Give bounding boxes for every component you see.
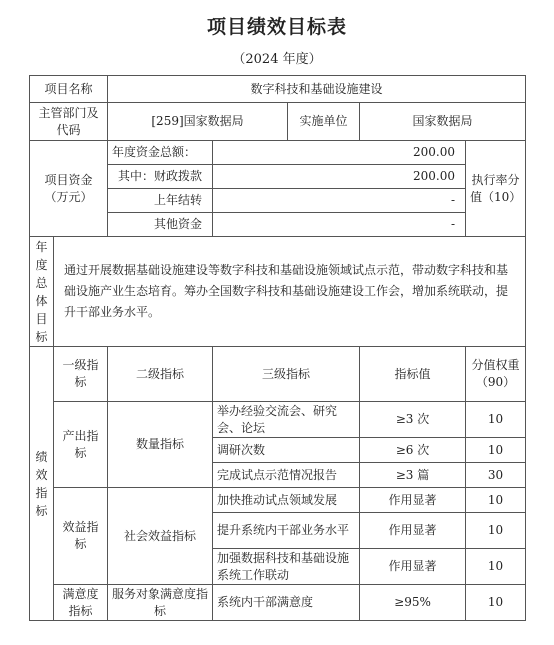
indicator-value: 作用显著	[360, 488, 466, 513]
impl-unit-label: 实施单位	[288, 103, 360, 141]
header-weight: 分值权重（90）	[466, 347, 526, 402]
indicator-name: 调研次数	[213, 438, 360, 463]
indicator-name: 提升系统内干部业务水平	[213, 513, 360, 549]
quantity-indicator-label: 数量指标	[108, 402, 213, 488]
impl-unit-value: 国家数据局	[360, 103, 526, 141]
project-name-label: 项目名称	[30, 76, 108, 103]
performance-target-table	[29, 75, 526, 621]
indicator-score: 10	[466, 513, 526, 549]
indicator-score: 10	[466, 402, 526, 438]
funds-fiscal-value: 200.00	[213, 165, 466, 189]
indicator-score: 30	[466, 463, 526, 488]
funds-label: 项目资金（万元）	[30, 141, 108, 237]
objective-text: 通过开展数据基础设施建设等数字科技和基础设施领域试点示范，带动数字科技和基础设施产业生态培育。筹办全国数字科技和基础设施建设工作会，增加系统联动，提升干部业务水平。	[54, 237, 526, 347]
project-name-value: 数字科技和基础设施建设	[108, 76, 526, 103]
document-year: （2024 年度）	[232, 52, 322, 67]
indicator-value: ≥6 次	[360, 438, 466, 463]
indicator-name: 举办经验交流会、研究会、论坛	[213, 402, 360, 438]
indicator-header-row	[30, 347, 526, 402]
indicator-score: 10	[466, 488, 526, 513]
project-name-row	[30, 76, 526, 103]
indicator-value: 作用显著	[360, 549, 466, 585]
satisfaction-indicator-label: 满意度指标	[54, 585, 108, 621]
header-level2: 二级指标	[108, 347, 213, 402]
funds-other-value: -	[213, 213, 466, 237]
document-title: 项目绩效目标表	[206, 16, 347, 38]
header-level1: 一级指标	[54, 347, 108, 402]
indicator-score: 10	[466, 549, 526, 585]
indicator-value: ≥3 篇	[360, 463, 466, 488]
funds-fiscal-label: 其中：财政拨款	[108, 165, 213, 189]
indicator-name: 系统内干部满意度	[213, 585, 360, 621]
table-row	[30, 585, 526, 621]
dept-label: 主管部门及代码	[30, 103, 108, 141]
table-row	[30, 488, 526, 513]
header-level3: 三级指标	[213, 347, 360, 402]
funds-total-row	[30, 141, 526, 165]
indicator-score: 10	[466, 585, 526, 621]
dept-row	[30, 103, 526, 141]
dept-value: [259]国家数据局	[108, 103, 288, 141]
service-satisfaction-indicator-label: 服务对象满意度指标	[108, 585, 213, 621]
execution-rate-label: 执行率分值（10）	[466, 141, 526, 237]
indicator-value: ≥3 次	[360, 402, 466, 438]
funds-other-label: 其他资金	[108, 213, 213, 237]
indicator-name: 完成试点示范情况报告	[213, 463, 360, 488]
social-benefit-indicator-label: 社会效益指标	[108, 488, 213, 585]
indicator-value: ≥95%	[360, 585, 466, 621]
funds-total-label: 年度资金总额：	[108, 141, 213, 165]
indicator-name: 加强数据科技和基础设施系统工作联动	[213, 549, 360, 585]
indicator-value: 作用显著	[360, 513, 466, 549]
funds-carry-value: -	[213, 189, 466, 213]
indicator-score: 10	[466, 438, 526, 463]
indicator-name: 加快推动试点领域发展	[213, 488, 360, 513]
objective-row	[30, 237, 526, 347]
table-row	[30, 402, 526, 438]
indicators-label: 绩效指标	[30, 347, 54, 621]
funds-total-value: 200.00	[213, 141, 466, 165]
funds-carry-label: 上年结转	[108, 189, 213, 213]
objective-label: 年度总体目标	[30, 237, 54, 347]
output-indicator-label: 产出指标	[54, 402, 108, 488]
header-value: 指标值	[360, 347, 466, 402]
benefit-indicator-label: 效益指标	[54, 488, 108, 585]
